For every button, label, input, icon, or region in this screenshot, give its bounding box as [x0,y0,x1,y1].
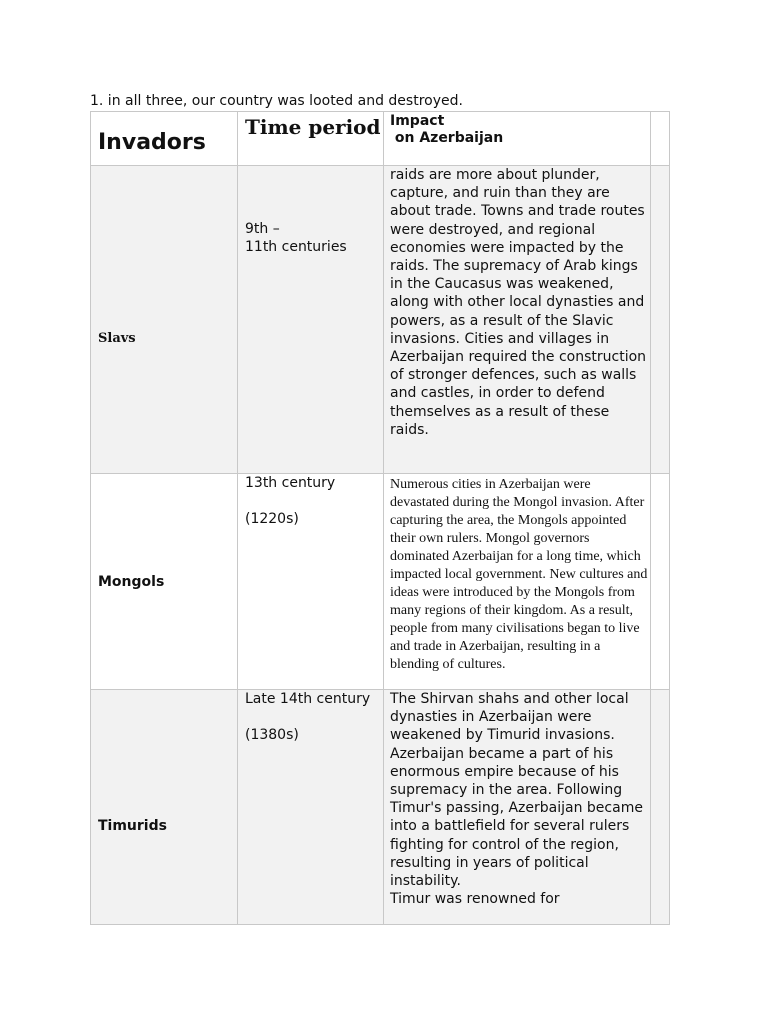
invader-cell: Timurids [91,690,238,925]
extra-column-cell [651,690,670,925]
header-impact: Impact on Azerbaijan [384,112,651,166]
invader-cell: Mongols [91,474,238,690]
extra-column-cell [651,474,670,690]
invasions-table [90,111,670,925]
period-cell: Late 14th century (1380s) [238,690,384,925]
table-row [91,474,670,690]
table-header-row [91,112,670,166]
extra-column-cell [651,112,670,166]
extra-column-cell [651,166,670,474]
header-invaders: Invadors [91,112,238,166]
impact-cell [384,690,651,925]
invader-cell: Slavs [91,166,238,474]
impact-text: Numerous cities in Azerbaijan were devastated during the Mongol invasion. After capturing the area, the Mongols appointed their own rulers. Mongol governors dominated Azerbaijan for a long time, which impacted local government. New cultures and ideas were introduced by the Mongols from many regions of their kingdom. As a result, people from many civilisations began to live and trade in Azerbaijan, resulting in a blending of cultures. [390,477,648,672]
impact-text: raids are more about plunder, capture, and ruin than they are about trade. Towns and trade routes were destroyed, and regional economies were impacted by the raids. The supremacy of Arab kings in the Caucasus was weakened, along with other local dynasties and powers, as a result of the Slavic invasions. Cities and villages in Azerbaijan required the construction of stronger defences, such as walls and castles, in order to defend themselves as a result of these raids. [390,167,647,438]
period-cell: 9th – 11th centuries [238,166,384,474]
impact-cell [384,166,651,474]
table-row [91,690,670,925]
impact-text-continued: Timur was renowned for [390,891,560,908]
impact-cell [384,474,651,690]
intro-note: 1. in all three, our country was looted and destroyed. [90,93,463,109]
impact-text: The Shirvan shahs and other local dynasties in Azerbaijan were weakened by Timurid invasions. Azerbaijan became a part of his enormous empire because of his supremacy in the area. Following Timur's passing, Azerbaijan became into a battlefield for several rulers fighting for control of the region, resulting in years of political instability. [390,691,643,890]
table-row [91,166,670,474]
header-time-period: Time period [238,112,384,166]
period-cell: 13th century (1220s) [238,474,384,690]
